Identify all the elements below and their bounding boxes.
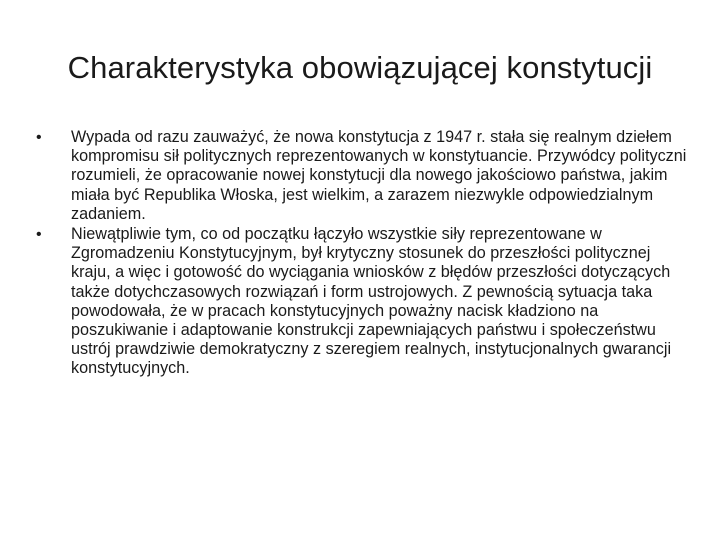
slide-title: Charakterystyka obowiązującej konstytucji xyxy=(67,50,653,85)
bullet-item-1 xyxy=(36,128,688,224)
bullet-list xyxy=(36,128,688,380)
bullet-icon: • xyxy=(36,226,42,244)
bullet-text-1: Wypada od razu zauważyć, że nowa konstytucja z 1947 r. stała się realnym dziełem kompromisu sił politycznych reprezentowanych w konstytuancie. Przywódcy polityczni rozumieli, że opracowanie nowej konstytucji dla nowego jakościowo państwa, jakim miała być Republika Włoska, jest wielkim, a zarazem niezwykle odpowiedzialnym zadaniem. xyxy=(71,128,687,223)
bullet-item-2 xyxy=(36,225,688,379)
bullet-icon: • xyxy=(36,129,42,146)
bullet-text-2: Niewątpliwie tym, co od początku łączyło wszystkie siły reprezentowane w Zgromadzeniu Konstytucyjnym, był krytyczny stosunek do przeszłości politycznej kraju, a więc i gotowość do wyciągania wniosków z błędów przeszłości dotyczących także dotychczasowych rozwiązań i form ustrojowych. Z pewnością sytuacja taka powodowała, że w pracach konstytucyjnych poważny nacisk kładziono na poszukiwanie i adaptowanie konstrukcji zapewniających państwu i społeczeństwu ustrój prawdziwie demokratyczny z szeregiem realnych, instytucjonalnych gwarancji konstytucyjnych. xyxy=(71,225,672,378)
